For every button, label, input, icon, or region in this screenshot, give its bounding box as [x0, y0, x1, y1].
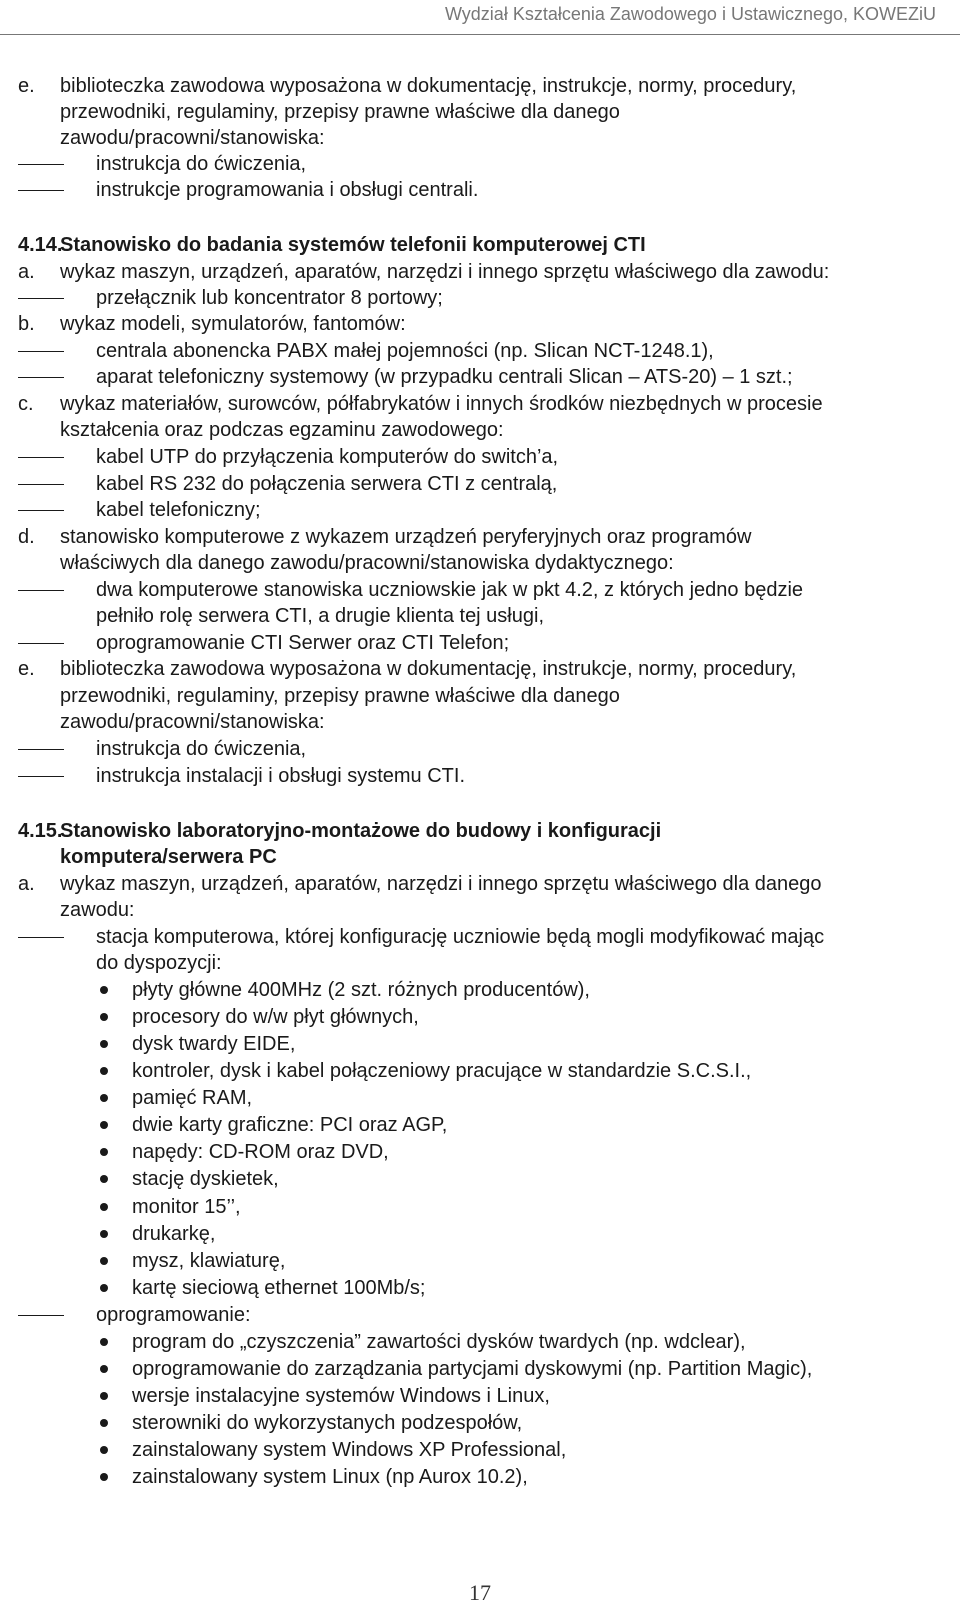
bullet-marker: [100, 1094, 108, 1102]
dash-marker: [18, 937, 64, 938]
section-number: 4.14.: [18, 234, 63, 256]
page-number: 17: [469, 1580, 491, 1605]
dash-marker: [18, 351, 64, 352]
dash-marker: [18, 190, 64, 191]
dash-marker: [18, 643, 64, 644]
bullet-marker: [100, 986, 108, 994]
bullet-marker: [100, 1473, 108, 1481]
bullet-marker: [100, 1392, 108, 1400]
dash-marker: [18, 298, 64, 299]
section-title: Stanowisko do badania systemów telefonii komputerowej CTI: [60, 234, 646, 256]
section-title: Stanowisko laboratoryjno-montażowe do budowy i konfiguracji: [60, 820, 662, 842]
bullet-marker: [100, 1040, 108, 1048]
bullet-marker: [100, 1419, 108, 1427]
bullet-marker: [100, 1175, 108, 1183]
bullet-marker: [100, 1365, 108, 1373]
item-letter: e.: [18, 75, 35, 97]
dash-marker: [18, 164, 64, 165]
bullet-marker: [100, 1148, 108, 1156]
bullet-marker: [100, 1203, 108, 1211]
page-header: [0, 0, 960, 35]
bullet-marker: [100, 1121, 108, 1129]
dash-marker: [18, 457, 64, 458]
bullet-marker: [100, 1284, 108, 1292]
dash-marker: [18, 510, 64, 511]
bullet-marker: [100, 1257, 108, 1265]
dash-marker: [18, 377, 64, 378]
bullet-marker: [100, 1230, 108, 1238]
dash-marker: [18, 1315, 64, 1316]
dash-marker: [18, 484, 64, 485]
bullet-marker: [100, 1067, 108, 1075]
bullet-marker: [100, 1446, 108, 1454]
section-number: 4.15.: [18, 820, 63, 842]
bullet-marker: [100, 1013, 108, 1021]
dash-marker: [18, 749, 64, 750]
dash-marker: [18, 776, 64, 777]
item-text: biblioteczka zawodowa wyposażona w dokumentację, instrukcje, normy, procedury,: [60, 75, 797, 97]
bullet-marker: [100, 1338, 108, 1346]
dash-marker: [18, 590, 64, 591]
header-text: Wydział Kształcenia Zawodowego i Ustawicznego, KOWEZiU: [444, 4, 936, 24]
